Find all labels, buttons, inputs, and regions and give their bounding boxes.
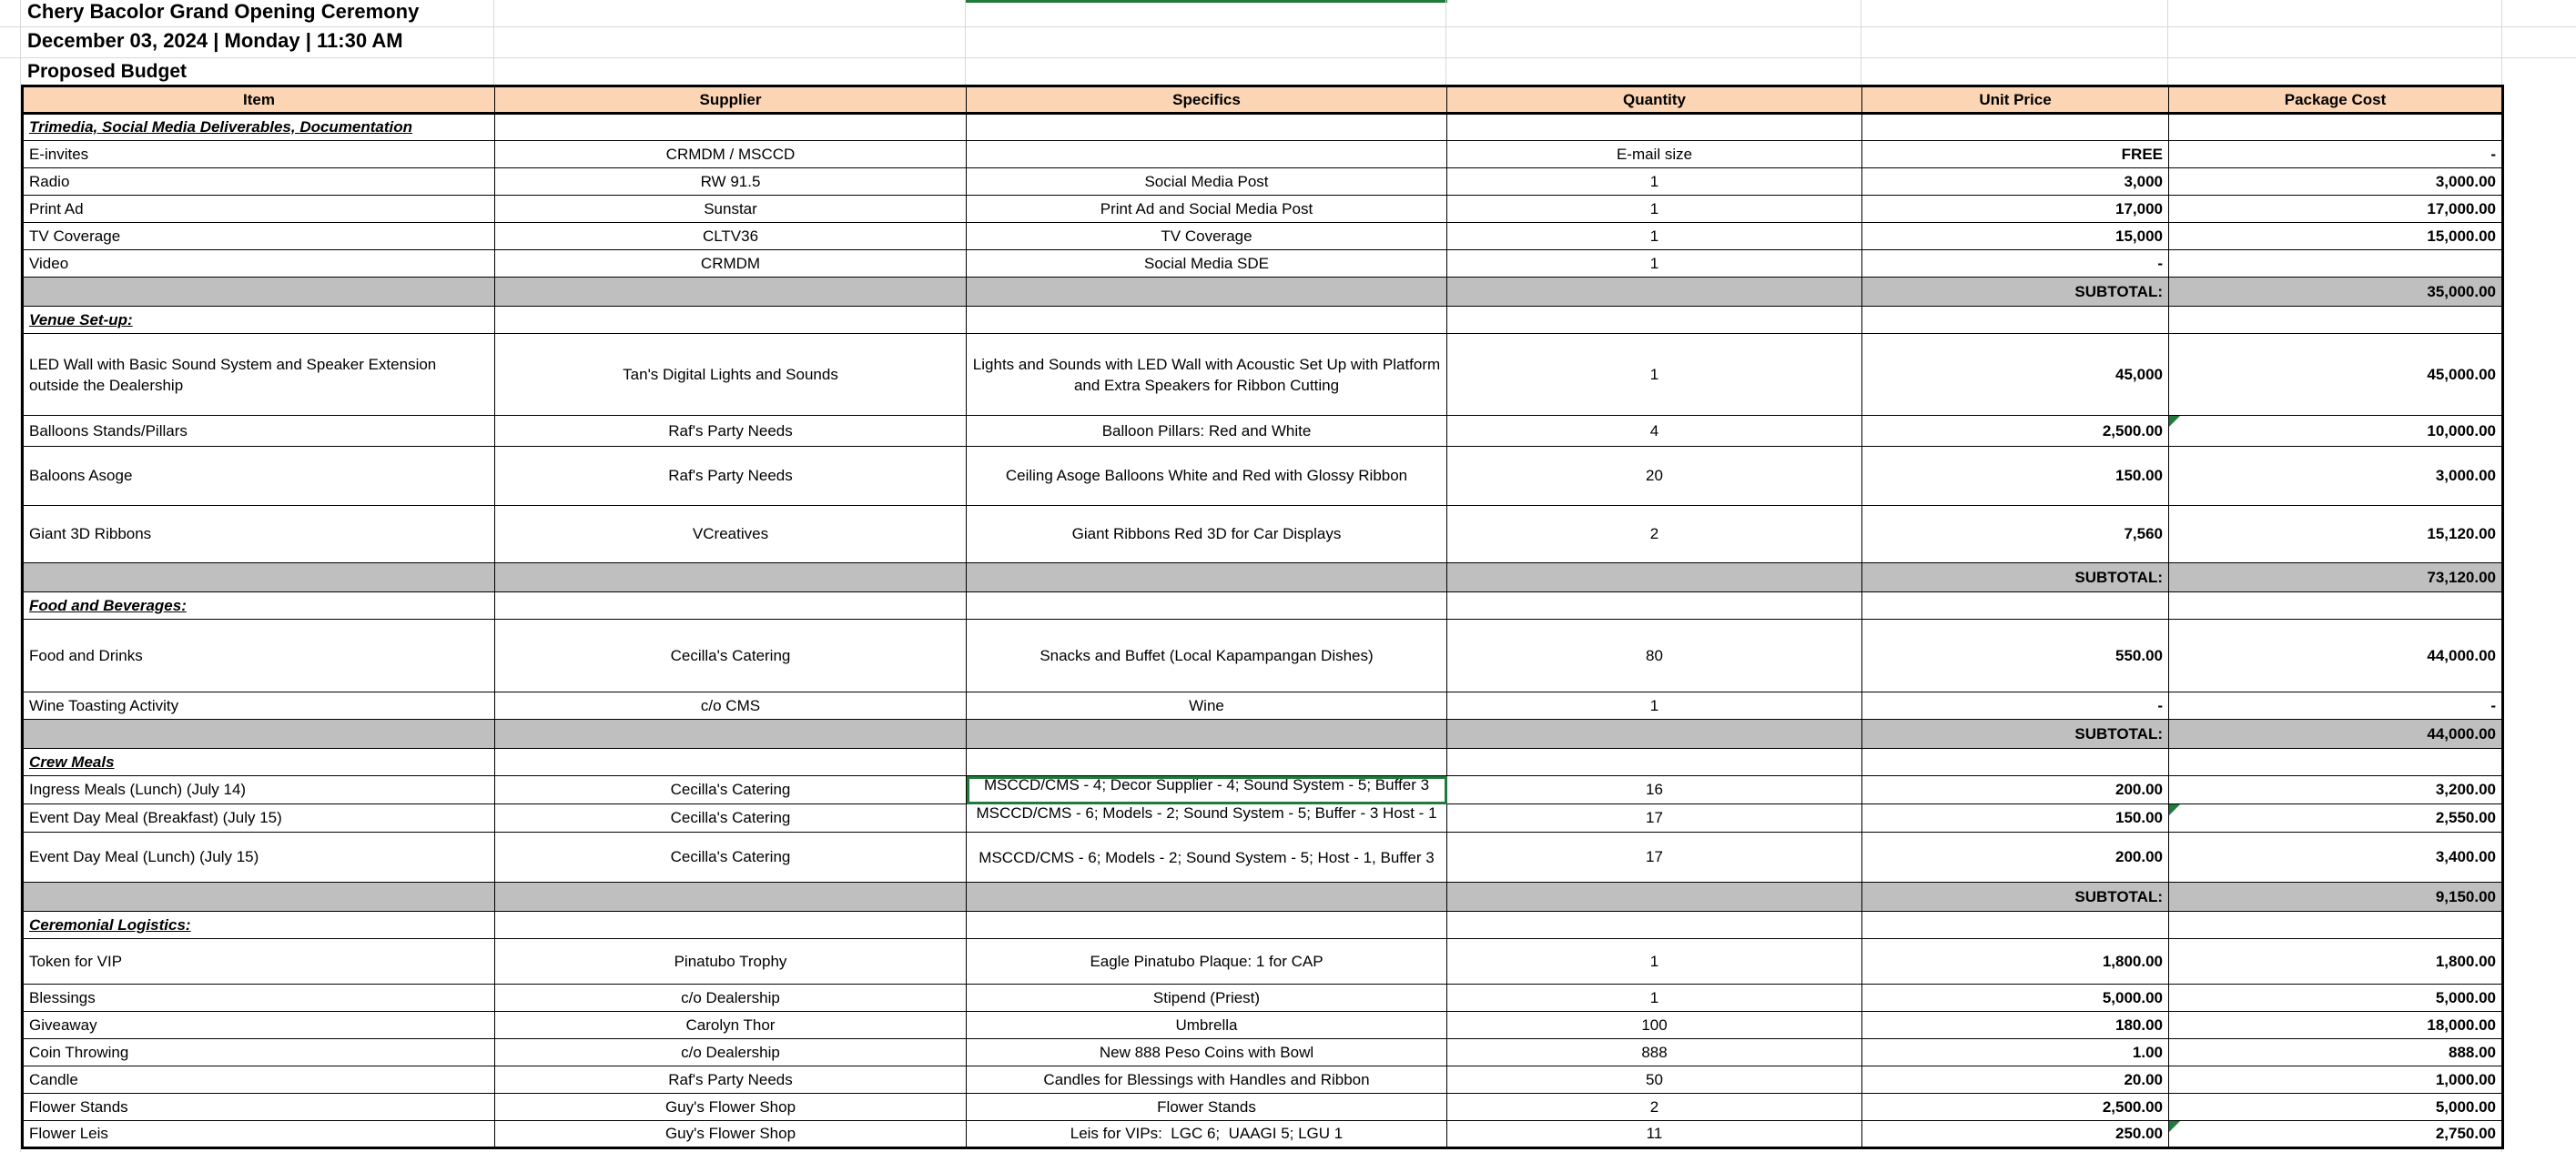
cell[interactable] (2169, 307, 2503, 334)
cell[interactable] (495, 278, 967, 307)
cell[interactable] (23, 883, 495, 912)
section-title[interactable]: Food and Beverages: (23, 592, 495, 620)
table-row (23, 196, 2503, 223)
gridline (965, 0, 966, 85)
cell-specifics[interactable] (967, 141, 1447, 168)
cell-supplier[interactable]: VCreatives (495, 506, 967, 563)
col-header-unit-price[interactable]: Unit Price (1862, 86, 2169, 114)
cell-package-cost[interactable]: 2,550.00 (2169, 804, 2503, 833)
cell[interactable] (967, 720, 1447, 749)
table-row (23, 620, 2503, 692)
cell-quantity[interactable]: 50 (1447, 1066, 1862, 1094)
cell-item[interactable]: Ingress Meals (Lunch) (July 14) (23, 776, 495, 804)
cell-supplier[interactable]: Cecilla's Catering (495, 776, 967, 804)
cell-item[interactable]: Giant 3D Ribbons (23, 506, 495, 563)
cell-quantity[interactable]: 11 (1447, 1121, 1862, 1148)
table-row (23, 506, 2503, 563)
cell[interactable] (1447, 720, 1862, 749)
gridline (1445, 0, 1446, 85)
cell-unit-price[interactable]: FREE (1862, 141, 2169, 168)
cell-package-cost[interactable]: 15,120.00 (2169, 506, 2503, 563)
cell-unit-price[interactable]: 2,500.00 (1862, 416, 2169, 447)
cell-package-cost[interactable]: 888.00 (2169, 1039, 2503, 1066)
cell-specifics[interactable]: Lights and Sounds with LED Wall with Acoustic Set Up with Platform and Extra Speakers for Ribbon Cutting (967, 334, 1447, 416)
cell-unit-price[interactable]: 550.00 (1862, 620, 2169, 692)
cell[interactable] (1862, 749, 2169, 776)
cell-item[interactable]: Wine Toasting Activity (23, 692, 495, 720)
cell-specifics[interactable]: Balloon Pillars: Red and White (967, 416, 1447, 447)
cell[interactable] (2169, 592, 2503, 620)
table-row (23, 416, 2503, 447)
col-header-specifics[interactable]: Specifics (967, 86, 1447, 114)
cell-unit-price[interactable]: 200.00 (1862, 833, 2169, 883)
cell-unit-price[interactable]: 17,000 (1862, 196, 2169, 223)
cell-item[interactable]: Print Ad (23, 196, 495, 223)
cell-supplier[interactable]: c/o Dealership (495, 1039, 967, 1066)
table-row (23, 833, 2503, 883)
cell-quantity[interactable]: 17 (1447, 804, 1862, 833)
cell-quantity[interactable]: 17 (1447, 833, 1862, 883)
section-header-row (23, 114, 2503, 141)
cell-specifics[interactable]: Umbrella (967, 1012, 1447, 1039)
cell-quantity[interactable]: 1 (1447, 168, 1862, 196)
cell-unit-price[interactable]: 7,560 (1862, 506, 2169, 563)
table-row (23, 985, 2503, 1012)
table-row (23, 141, 2503, 168)
cell-quantity[interactable]: 80 (1447, 620, 1862, 692)
gridline (2167, 0, 2168, 85)
cell[interactable] (495, 883, 967, 912)
table-row (23, 804, 2503, 833)
cell-item[interactable]: Video (23, 250, 495, 278)
section-title[interactable]: Venue Set-up: (23, 307, 495, 334)
subtotal-value[interactable]: 73,120.00 (2169, 563, 2503, 592)
cell-item[interactable]: E-invites (23, 141, 495, 168)
cell-package-cost[interactable]: 15,000.00 (2169, 223, 2503, 250)
section-title[interactable]: Crew Meals (23, 749, 495, 776)
cell-quantity[interactable]: E-mail size (1447, 141, 1862, 168)
cell-supplier[interactable]: Cecilla's Catering (495, 620, 967, 692)
cell-item[interactable]: Giveaway (23, 1012, 495, 1039)
cell[interactable] (967, 114, 1447, 141)
cell-item[interactable]: Event Day Meal (Breakfast) (July 15) (23, 804, 495, 833)
cell-unit-price[interactable]: - (1862, 692, 2169, 720)
cell-specifics[interactable]: MSCCD/CMS - 6; Models - 2; Sound System - 5; Buffer - 3 Host - 1 (967, 804, 1447, 833)
cell-supplier[interactable]: Raf's Party Needs (495, 416, 967, 447)
cell-supplier[interactable]: CLTV36 (495, 223, 967, 250)
cell-unit-price[interactable]: 1.00 (1862, 1039, 2169, 1066)
table-row (23, 939, 2503, 985)
cell[interactable] (1862, 114, 2169, 141)
cell[interactable] (967, 912, 1447, 939)
cell-specifics[interactable]: Ceiling Asoge Balloons White and Red with Glossy Ribbon (967, 447, 1447, 506)
cell-unit-price[interactable]: 250.00 (1862, 1121, 2169, 1148)
cell[interactable] (967, 307, 1447, 334)
table-row (23, 1039, 2503, 1066)
cell-supplier[interactable]: Carolyn Thor (495, 1012, 967, 1039)
cell-item[interactable]: LED Wall with Basic Sound System and Speaker Extension outside the Dealership (23, 334, 495, 416)
table-row (23, 1121, 2503, 1148)
cell-supplier[interactable]: Guy's Flower Shop (495, 1094, 967, 1121)
cell-supplier[interactable]: Tan's Digital Lights and Sounds (495, 334, 967, 416)
cell-package-cost[interactable]: - (2169, 141, 2503, 168)
gridline (0, 26, 2576, 27)
section-header-row (23, 592, 2503, 620)
cell-unit-price[interactable]: 150.00 (1862, 804, 2169, 833)
cell-package-cost[interactable]: 1,800.00 (2169, 939, 2503, 985)
cell-package-cost[interactable]: 17,000.00 (2169, 196, 2503, 223)
cell-quantity[interactable]: 2 (1447, 1094, 1862, 1121)
cell-specifics[interactable]: Stipend (Priest) (967, 985, 1447, 1012)
cell[interactable] (1447, 563, 1862, 592)
cell-unit-price[interactable]: 45,000 (1862, 334, 2169, 416)
cell-supplier[interactable]: Cecilla's Catering (495, 804, 967, 833)
cell[interactable] (967, 278, 1447, 307)
cell-unit-price[interactable]: 200.00 (1862, 776, 2169, 804)
sheet-title[interactable]: Chery Bacolor Grand Opening Ceremony (27, 0, 420, 23)
cell-quantity[interactable]: 16 (1447, 776, 1862, 804)
col-header-quantity[interactable]: Quantity (1447, 86, 1862, 114)
cell[interactable] (1862, 307, 2169, 334)
subtotal-value[interactable]: 44,000.00 (2169, 720, 2503, 749)
cell-unit-price[interactable]: 2,500.00 (1862, 1094, 2169, 1121)
cell-item[interactable]: Blessings (23, 985, 495, 1012)
cell-package-cost[interactable]: 5,000.00 (2169, 1094, 2503, 1121)
cell-supplier[interactable]: Guy's Flower Shop (495, 1121, 967, 1148)
cell-specifics[interactable]: Giant Ribbons Red 3D for Car Displays (967, 506, 1447, 563)
cell-quantity[interactable]: 1 (1447, 196, 1862, 223)
col-header-supplier[interactable]: Supplier (495, 86, 967, 114)
gridline (493, 0, 494, 85)
subtotal-row (23, 563, 2503, 592)
cell-unit-price[interactable]: 15,000 (1862, 223, 2169, 250)
cell-specifics[interactable]: New 888 Peso Coins with Bowl (967, 1039, 1447, 1066)
cell-supplier[interactable]: c/o CMS (495, 692, 967, 720)
cell[interactable] (23, 720, 495, 749)
cell-quantity[interactable]: 1 (1447, 250, 1862, 278)
cell[interactable] (1862, 592, 2169, 620)
cell[interactable] (2169, 749, 2503, 776)
cell-package-cost[interactable]: 10,000.00 (2169, 416, 2503, 447)
cell-specifics[interactable]: MSCCD/CMS - 6; Models - 2; Sound System - 5; Host - 1, Buffer 3 (967, 833, 1447, 883)
table-row (23, 447, 2503, 506)
cell[interactable] (2169, 114, 2503, 141)
cell-specifics[interactable]: Eagle Pinatubo Plaque: 1 for CAP (967, 939, 1447, 985)
cell[interactable] (967, 563, 1447, 592)
section-header-row (23, 912, 2503, 939)
cell-package-cost[interactable]: 3,000.00 (2169, 447, 2503, 506)
cell-quantity[interactable]: 100 (1447, 1012, 1862, 1039)
cell[interactable] (1447, 592, 1862, 620)
cell[interactable] (495, 307, 967, 334)
cell-specifics[interactable]: Social Media SDE (967, 250, 1447, 278)
cell-item[interactable]: Coin Throwing (23, 1039, 495, 1066)
cell-unit-price[interactable]: 180.00 (1862, 1012, 2169, 1039)
subtotal-row (23, 883, 2503, 912)
cell-quantity[interactable]: 1 (1447, 334, 1862, 416)
table-row (23, 1094, 2503, 1121)
section-header-row (23, 307, 2503, 334)
subtotal-value[interactable]: 35,000.00 (2169, 278, 2503, 307)
cell-supplier[interactable]: Raf's Party Needs (495, 1066, 967, 1094)
subtotal-value[interactable]: 9,150.00 (2169, 883, 2503, 912)
selected-column-indicator (965, 0, 1447, 3)
cell-package-cost[interactable]: 44,000.00 (2169, 620, 2503, 692)
cell-quantity[interactable]: 888 (1447, 1039, 1862, 1066)
cell-package-cost[interactable]: 45,000.00 (2169, 334, 2503, 416)
cell[interactable] (495, 749, 967, 776)
table-row (23, 692, 2503, 720)
cell-package-cost[interactable]: 1,000.00 (2169, 1066, 2503, 1094)
table-row (23, 1066, 2503, 1094)
cell-supplier[interactable]: Sunstar (495, 196, 967, 223)
subtotal-label[interactable]: SUBTOTAL: (1862, 278, 2169, 307)
cell-specifics[interactable]: Snacks and Buffet (Local Kapampangan Dishes) (967, 620, 1447, 692)
cell-unit-price[interactable]: 5,000.00 (1862, 985, 2169, 1012)
table-row (23, 776, 2503, 804)
cell-item[interactable]: Balloons Stands/Pillars (23, 416, 495, 447)
cell[interactable] (1862, 912, 2169, 939)
cell-item[interactable]: Food and Drinks (23, 620, 495, 692)
cell[interactable] (23, 278, 495, 307)
table-row (23, 250, 2503, 278)
cell-quantity[interactable]: 1 (1447, 223, 1862, 250)
cell-package-cost[interactable]: 3,400.00 (2169, 833, 2503, 883)
col-header-item[interactable]: Item (23, 86, 495, 114)
col-header-package-cost[interactable]: Package Cost (2169, 86, 2503, 114)
cell-supplier[interactable]: c/o Dealership (495, 985, 967, 1012)
cell-specifics[interactable]: Flower Stands (967, 1094, 1447, 1121)
subtotal-row (23, 278, 2503, 307)
cell-package-cost[interactable]: 2,750.00 (2169, 1121, 2503, 1148)
section-header-row (23, 749, 2503, 776)
cell[interactable] (1447, 114, 1862, 141)
cell-quantity[interactable]: 1 (1447, 985, 1862, 1012)
table-row (23, 223, 2503, 250)
cell[interactable] (495, 114, 967, 141)
cell-unit-price[interactable]: 1,800.00 (1862, 939, 2169, 985)
subtotal-label[interactable]: SUBTOTAL: (1862, 720, 2169, 749)
cell-item[interactable]: Flower Leis (23, 1121, 495, 1148)
gridline (0, 57, 2576, 58)
cell-package-cost[interactable]: - (2169, 692, 2503, 720)
cell[interactable] (23, 563, 495, 592)
cell-specifics[interactable]: Candles for Blessings with Handles and Ribbon (967, 1066, 1447, 1094)
cell-specifics[interactable]: Wine (967, 692, 1447, 720)
cell[interactable] (495, 912, 967, 939)
cell[interactable] (495, 563, 967, 592)
event-date-line[interactable]: December 03, 2024 | Monday | 11:30 AM (27, 29, 403, 52)
cell-package-cost[interactable]: 3,200.00 (2169, 776, 2503, 804)
cell[interactable] (967, 883, 1447, 912)
cell-item[interactable]: Event Day Meal (Lunch) (July 15) (23, 833, 495, 883)
cell-package-cost[interactable]: 5,000.00 (2169, 985, 2503, 1012)
cell-unit-price[interactable]: 150.00 (1862, 447, 2169, 506)
cell[interactable] (967, 592, 1447, 620)
cell-quantity[interactable]: 4 (1447, 416, 1862, 447)
cell[interactable] (1447, 278, 1862, 307)
cell-specifics[interactable]: Leis for VIPs: LGC 6; UAAGI 5; LGU 1 (967, 1121, 1447, 1148)
cell[interactable] (1447, 749, 1862, 776)
cell-item[interactable]: Flower Stands (23, 1094, 495, 1121)
cell-specifics-selected[interactable]: MSCCD/CMS - 4; Decor Supplier - 4; Sound System - 5; Buffer 3 (967, 776, 1447, 804)
cell-quantity[interactable]: 2 (1447, 506, 1862, 563)
cell-unit-price[interactable]: 20.00 (1862, 1066, 2169, 1094)
cell-supplier[interactable]: CRMDM / MSCCD (495, 141, 967, 168)
cell-item[interactable]: Radio (23, 168, 495, 196)
cell-supplier[interactable]: Pinatubo Trophy (495, 939, 967, 985)
cell-quantity[interactable]: 1 (1447, 692, 1862, 720)
cell-supplier[interactable]: RW 91.5 (495, 168, 967, 196)
cell[interactable] (1447, 307, 1862, 334)
cell-package-cost[interactable]: 3,000.00 (2169, 168, 2503, 196)
cell[interactable] (1447, 883, 1862, 912)
cell-specifics[interactable]: TV Coverage (967, 223, 1447, 250)
cell-item[interactable]: TV Coverage (23, 223, 495, 250)
cell-quantity[interactable]: 20 (1447, 447, 1862, 506)
table-row (23, 168, 2503, 196)
cell-item[interactable]: Token for VIP (23, 939, 495, 985)
cell-item[interactable]: Candle (23, 1066, 495, 1094)
table-row (23, 1012, 2503, 1039)
cell-supplier[interactable]: CRMDM (495, 250, 967, 278)
table-row (23, 334, 2503, 416)
cell[interactable] (495, 592, 967, 620)
subtotal-label[interactable]: SUBTOTAL: (1862, 563, 2169, 592)
cell-quantity[interactable]: 1 (1447, 939, 1862, 985)
cell[interactable] (1447, 912, 1862, 939)
cell[interactable] (2169, 912, 2503, 939)
cell[interactable] (967, 749, 1447, 776)
section-title[interactable]: Ceremonial Logistics: (23, 912, 495, 939)
header-row (23, 86, 2503, 114)
cell-unit-price[interactable]: - (1862, 250, 2169, 278)
cell-package-cost[interactable] (2169, 250, 2503, 278)
subtotal-label[interactable]: SUBTOTAL: (1862, 883, 2169, 912)
cell-package-cost[interactable]: 18,000.00 (2169, 1012, 2503, 1039)
cell-item[interactable]: Baloons Asoge (23, 447, 495, 506)
budget-subtitle[interactable]: Proposed Budget (27, 61, 188, 82)
subtotal-row (23, 720, 2503, 749)
budget-table (21, 85, 2504, 1149)
cell-unit-price[interactable]: 3,000 (1862, 168, 2169, 196)
cell-specifics[interactable]: Print Ad and Social Media Post (967, 196, 1447, 223)
cell-supplier[interactable]: Cecilla's Catering (495, 833, 967, 883)
cell-supplier[interactable]: Raf's Party Needs (495, 447, 967, 506)
cell-specifics[interactable]: Social Media Post (967, 168, 1447, 196)
section-title[interactable]: Trimedia, Social Media Deliverables, Documentation (23, 114, 495, 141)
cell[interactable] (495, 720, 967, 749)
